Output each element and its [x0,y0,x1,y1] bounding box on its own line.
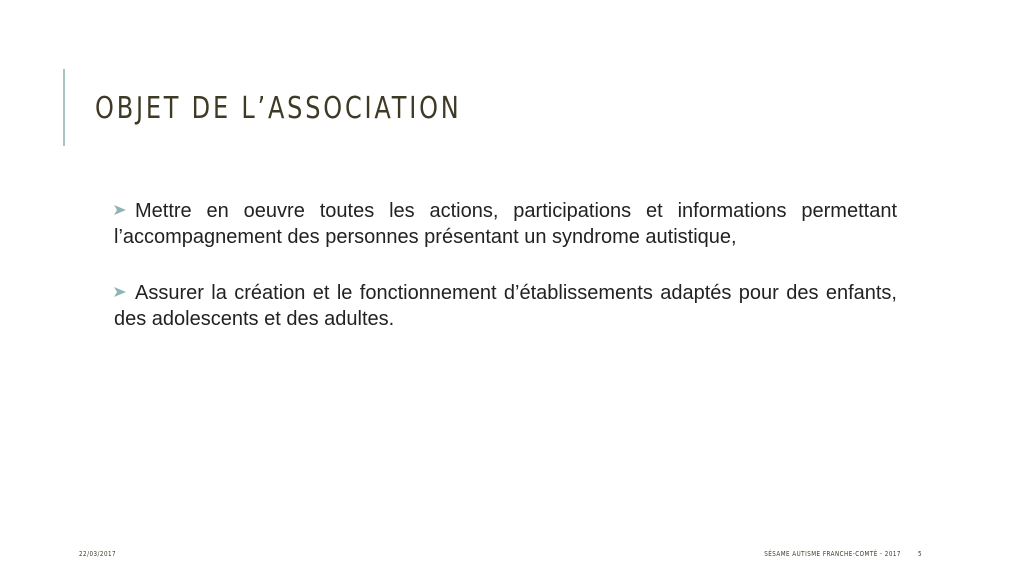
footer-page-number: 5 [918,550,923,558]
arrow-bullet-icon [113,285,127,299]
slide-title: OBJET DE L’ASSOCIATION [95,91,462,126]
bullet-text-2: Assurer la création et le fonctionnement d’établissements adaptés pour des enfants, des adolescents et des adultes. [114,282,897,330]
arrow-bullet-icon [113,203,127,217]
bullet-item-1 [104,198,897,250]
footer-date: 22/03/2017 [79,550,117,558]
bullet-item-2 [104,280,897,332]
bullet-text-1: Mettre en oeuvre toutes les actions, participations et informations permettant l’accompagnement des personnes présentant un syndrome autistique, [114,200,897,248]
title-accent-bar [63,69,65,146]
slide-content [104,198,897,362]
footer-organization: SÉSAME AUTISME FRANCHE-COMTÉ - 2017 [764,550,901,558]
